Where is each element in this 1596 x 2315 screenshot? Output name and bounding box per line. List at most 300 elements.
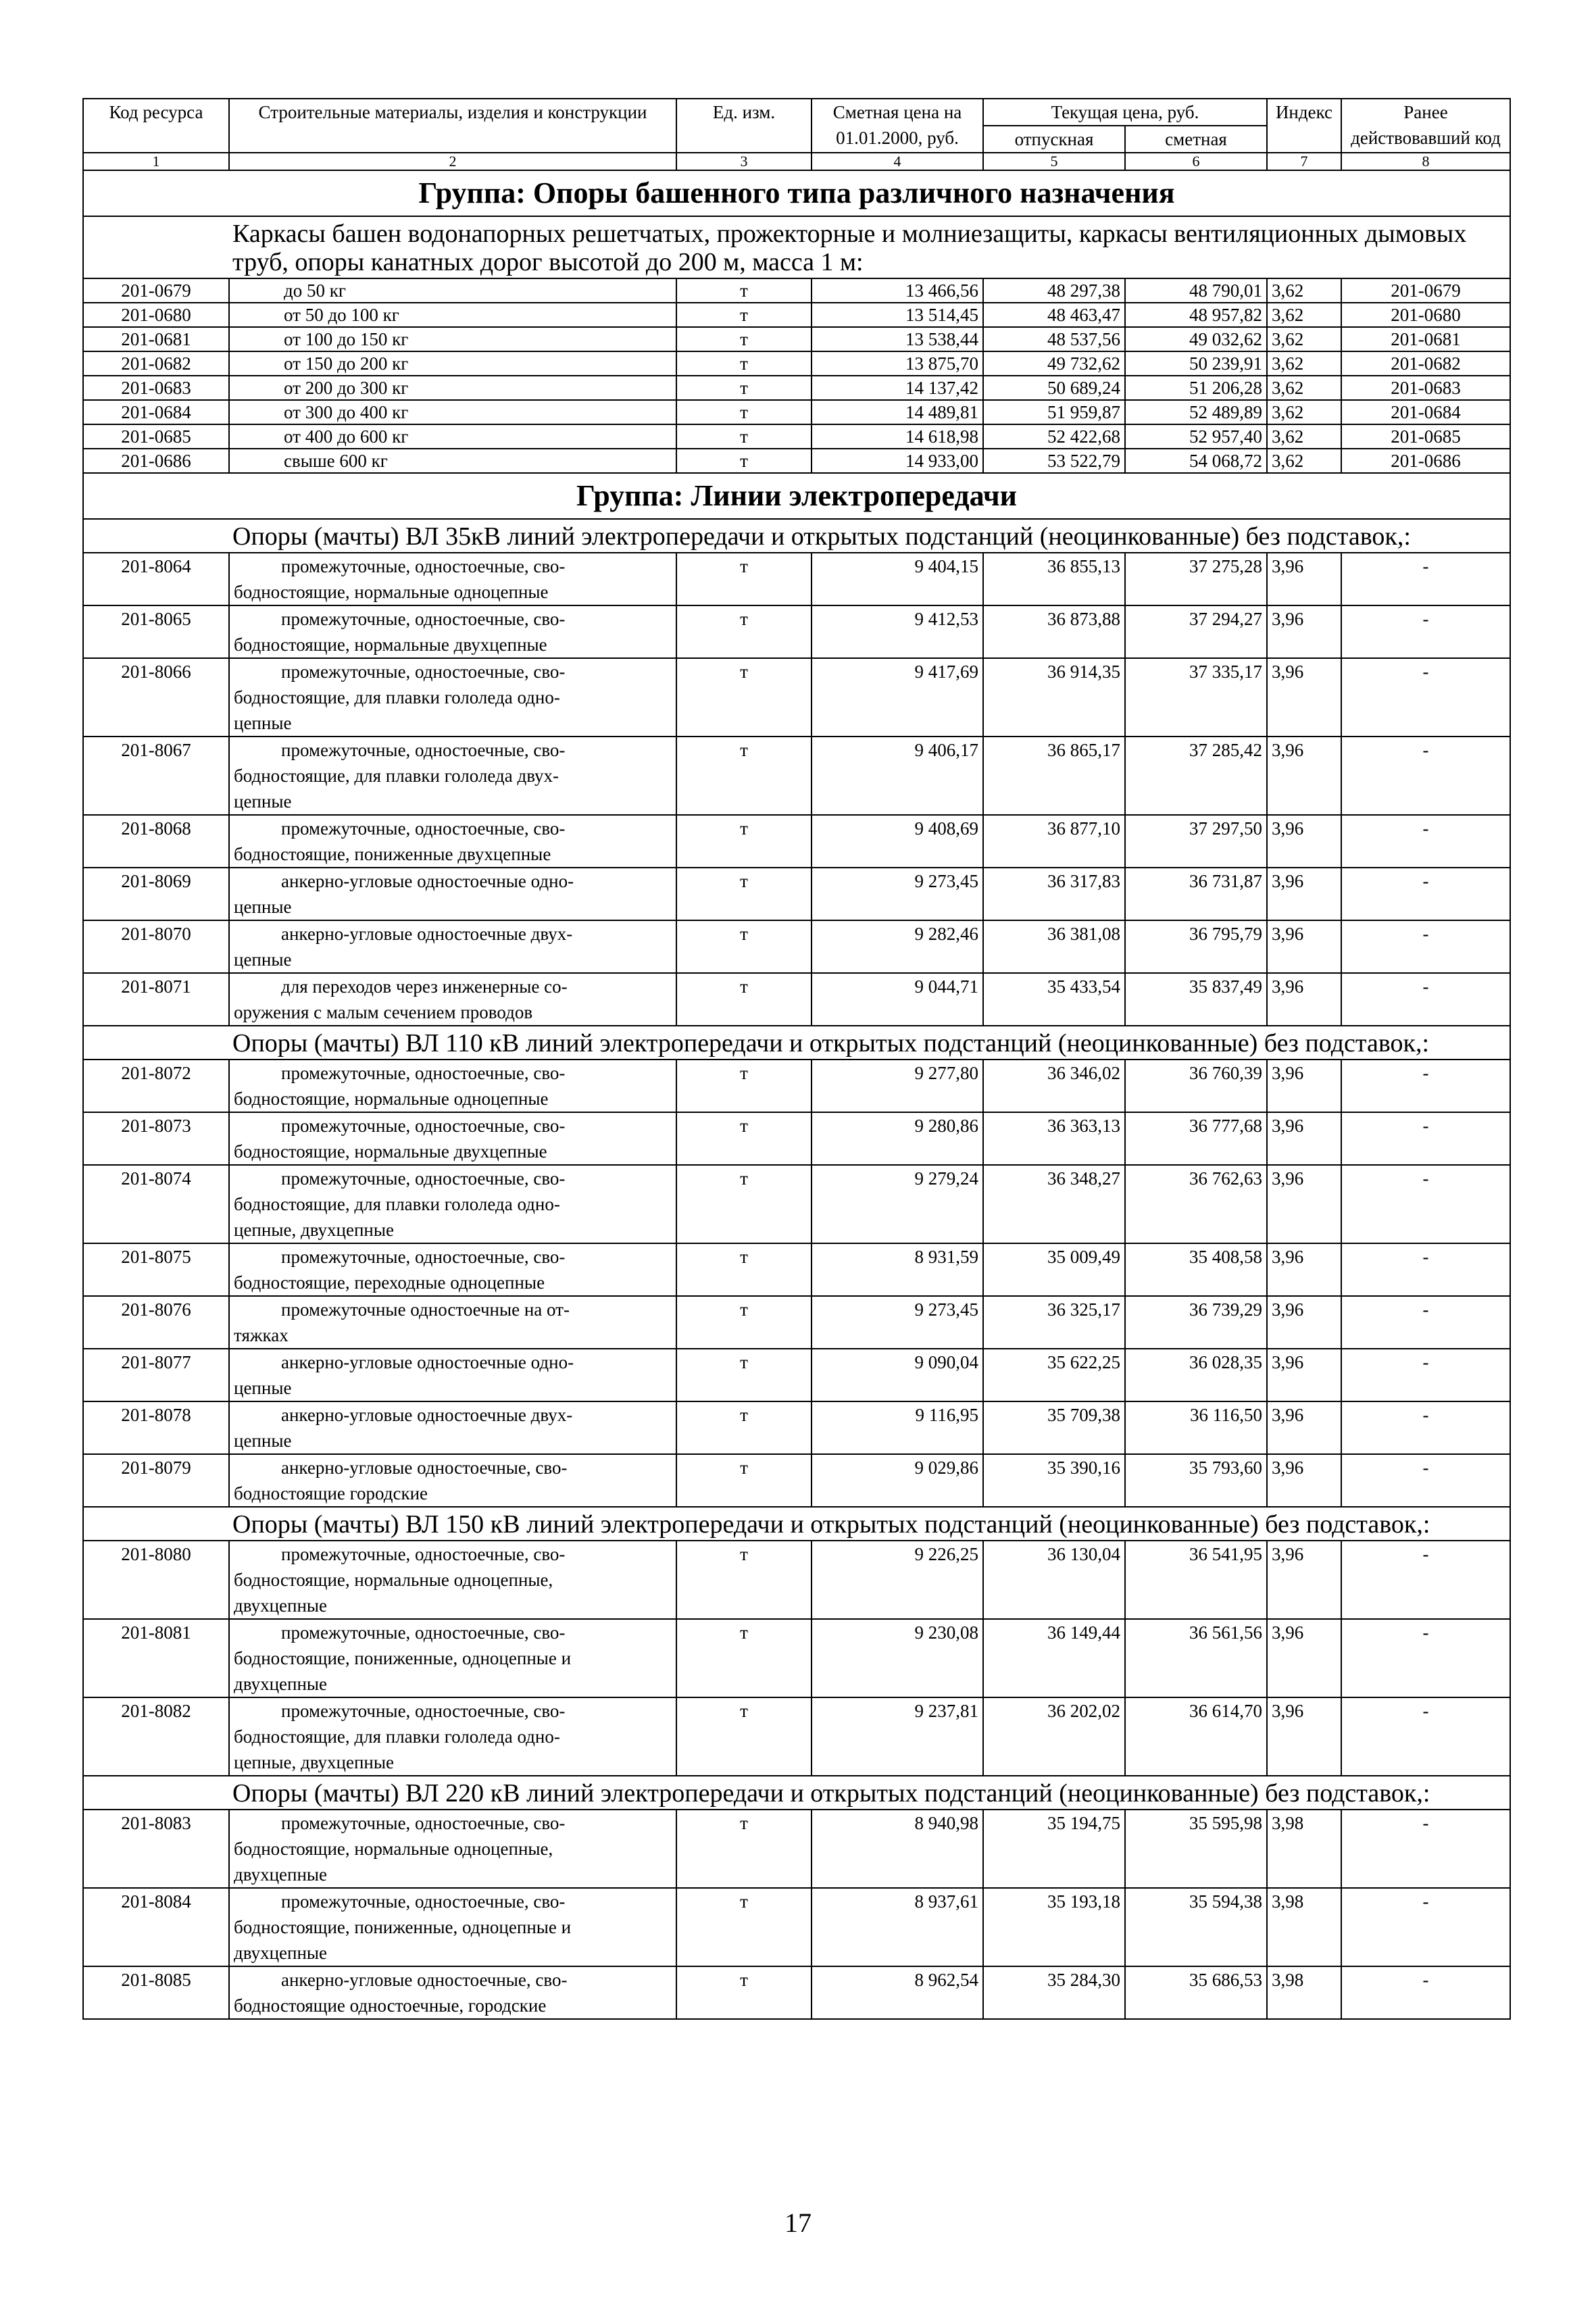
unit: т	[676, 1060, 812, 1112]
material-name-line: промежуточные, одностоечные, сво-	[281, 1891, 566, 1912]
material-name	[229, 737, 676, 815]
price-index: 3,96	[1267, 605, 1341, 658]
estimated-price: 36 777,68	[1125, 1112, 1267, 1165]
base-price: 9 226,25	[812, 1541, 983, 1619]
header-current-price: Текущая цена, руб.	[983, 99, 1267, 126]
material-name-line: промежуточные, одностоечные, сво-	[281, 556, 566, 576]
material-name	[229, 1888, 676, 1966]
estimated-price: 48 957,82	[1125, 303, 1267, 327]
base-price: 9 273,45	[812, 1296, 983, 1349]
price-index: 3,96	[1267, 1349, 1341, 1401]
price-index: 3,96	[1267, 815, 1341, 868]
previous-code: -	[1341, 1697, 1510, 1776]
material-name	[229, 1243, 676, 1296]
price-index: 3,96	[1267, 1541, 1341, 1619]
material-name-line: бодностоящие, нормальные двухцепные	[234, 634, 547, 655]
unit: т	[676, 376, 812, 400]
base-price: 9 273,45	[812, 868, 983, 920]
header-materials: Строительные материалы, изделия и конструкции	[229, 99, 676, 153]
subgroup-title: Опоры (мачты) ВЛ 110 кВ линий электропередачи и открытых подстанций (неоцинкованные) без подставок,:	[83, 1026, 1510, 1060]
price-sheet	[82, 98, 1510, 2020]
material-name	[229, 605, 676, 658]
column-number: 3	[676, 153, 812, 170]
estimated-price: 52 957,40	[1125, 424, 1267, 449]
resource-code: 201-8074	[83, 1165, 229, 1243]
resource-code: 201-8081	[83, 1619, 229, 1697]
table-row	[83, 351, 1510, 376]
material-name	[229, 868, 676, 920]
price-index: 3,96	[1267, 1243, 1341, 1296]
material-name-line: анкерно-угловые одностоечные двух-	[281, 1405, 573, 1425]
subgroup-heading-row	[83, 216, 1510, 278]
unit: т	[676, 1697, 812, 1776]
material-name-line: цепные	[234, 1378, 292, 1398]
previous-code: -	[1341, 1454, 1510, 1507]
table-row	[83, 868, 1510, 920]
material-name-line: промежуточные, одностоечные, сво-	[281, 609, 566, 629]
estimated-price: 36 614,70	[1125, 1697, 1267, 1776]
previous-code: -	[1341, 1165, 1510, 1243]
unit: т	[676, 424, 812, 449]
base-price: 13 514,45	[812, 303, 983, 327]
unit: т	[676, 1966, 812, 2019]
price-index: 3,62	[1267, 400, 1341, 424]
material-name-line: промежуточные, одностоечные, сво-	[281, 1063, 566, 1083]
price-index: 3,62	[1267, 351, 1341, 376]
previous-code: -	[1341, 1112, 1510, 1165]
previous-code: 201-0683	[1341, 376, 1510, 400]
estimated-price: 37 297,50	[1125, 815, 1267, 868]
unit: т	[676, 1112, 812, 1165]
group-heading-row	[83, 473, 1510, 519]
unit: т	[676, 553, 812, 605]
estimated-price: 49 032,62	[1125, 327, 1267, 351]
previous-code: -	[1341, 605, 1510, 658]
resource-code: 201-8076	[83, 1296, 229, 1349]
material-name-line: анкерно-угловые одностоечные двух-	[281, 924, 573, 944]
estimated-price: 54 068,72	[1125, 449, 1267, 473]
material-name-line: бодностоящие, нормальные двухцепные	[234, 1141, 547, 1162]
table-row	[83, 605, 1510, 658]
table-row	[83, 1541, 1510, 1619]
column-numbers-row	[83, 153, 1510, 170]
material-name-line: цепные	[234, 791, 292, 812]
material-name-line: промежуточные, одностоечные, сво-	[281, 1622, 566, 1643]
material-name	[229, 1165, 676, 1243]
material-name	[229, 1619, 676, 1697]
release-price: 35 284,30	[983, 1966, 1125, 2019]
table-row	[83, 1966, 1510, 2019]
material-name: от 200 до 300 кг	[229, 376, 676, 400]
base-price: 14 137,42	[812, 376, 983, 400]
material-name-line: анкерно-угловые одностоечные, сво-	[281, 1970, 568, 1990]
release-price: 36 363,13	[983, 1112, 1125, 1165]
table-row	[83, 327, 1510, 351]
previous-code: -	[1341, 1619, 1510, 1697]
table-row	[83, 920, 1510, 973]
previous-code: -	[1341, 1349, 1510, 1401]
table-row	[83, 1454, 1510, 1507]
material-name	[229, 1541, 676, 1619]
base-price: 9 277,80	[812, 1060, 983, 1112]
price-index: 3,96	[1267, 1060, 1341, 1112]
material-name: до 50 кг	[229, 278, 676, 303]
material-name-line: промежуточные, одностоечные, сво-	[281, 1701, 566, 1721]
header-previous-code: Ранее действовавший код	[1341, 99, 1510, 153]
unit: т	[676, 1349, 812, 1401]
material-name-line: двухцепные	[234, 1943, 328, 1963]
price-index: 3,96	[1267, 868, 1341, 920]
material-name-line: цепные	[234, 1430, 292, 1451]
resource-code: 201-8084	[83, 1888, 229, 1966]
previous-code: -	[1341, 920, 1510, 973]
previous-code: 201-0680	[1341, 303, 1510, 327]
resource-code: 201-8080	[83, 1541, 229, 1619]
base-price: 9 116,95	[812, 1401, 983, 1454]
subgroup-title: Опоры (мачты) ВЛ 220 кВ линий электропередачи и открытых подстанций (неоцинкованные) без подставок,:	[83, 1776, 1510, 1810]
estimated-price: 52 489,89	[1125, 400, 1267, 424]
base-price: 9 237,81	[812, 1697, 983, 1776]
base-price: 9 404,15	[812, 553, 983, 605]
header-estimated: сметная	[1125, 126, 1267, 153]
previous-code: -	[1341, 553, 1510, 605]
table-row	[83, 1401, 1510, 1454]
unit: т	[676, 351, 812, 376]
previous-code: -	[1341, 1401, 1510, 1454]
previous-code: 201-0682	[1341, 351, 1510, 376]
material-name-line: промежуточные, одностоечные, сво-	[281, 1168, 566, 1189]
estimated-price: 37 285,42	[1125, 737, 1267, 815]
material-name: свыше 600 кг	[229, 449, 676, 473]
base-price: 9 280,86	[812, 1112, 983, 1165]
group-title: Группа: Линии электропередачи	[83, 473, 1510, 519]
resource-code: 201-0680	[83, 303, 229, 327]
unit: т	[676, 605, 812, 658]
resource-code: 201-8066	[83, 658, 229, 737]
release-price: 51 959,87	[983, 400, 1125, 424]
release-price: 48 297,38	[983, 278, 1125, 303]
base-price: 9 044,71	[812, 973, 983, 1026]
material-name	[229, 658, 676, 737]
column-number: 5	[983, 153, 1125, 170]
resource-code: 201-8067	[83, 737, 229, 815]
material-name-line: анкерно-угловые одностоечные одно-	[281, 871, 574, 891]
previous-code: -	[1341, 1243, 1510, 1296]
release-price: 36 130,04	[983, 1541, 1125, 1619]
table-row	[83, 400, 1510, 424]
price-index: 3,62	[1267, 376, 1341, 400]
previous-code: -	[1341, 1541, 1510, 1619]
subgroup-title: Опоры (мачты) ВЛ 150 кВ линий электропередачи и открытых подстанций (неоцинкованные) без подставок,:	[83, 1507, 1510, 1541]
price-table	[82, 98, 1511, 2020]
resource-code: 201-0685	[83, 424, 229, 449]
material-name	[229, 1810, 676, 1888]
estimated-price: 50 239,91	[1125, 351, 1267, 376]
price-index: 3,62	[1267, 449, 1341, 473]
release-price: 36 202,02	[983, 1697, 1125, 1776]
base-price: 14 489,81	[812, 400, 983, 424]
unit: т	[676, 658, 812, 737]
material-name-line: бодностоящие, нормальные одноцепные,	[234, 1570, 553, 1590]
table-body	[83, 170, 1510, 2019]
base-price: 8 937,61	[812, 1888, 983, 1966]
subgroup-heading-row	[83, 1776, 1510, 1810]
material-name: от 50 до 100 кг	[229, 303, 676, 327]
table-row	[83, 553, 1510, 605]
price-index: 3,96	[1267, 1112, 1341, 1165]
unit: т	[676, 278, 812, 303]
resource-code: 201-0684	[83, 400, 229, 424]
table-row	[83, 1060, 1510, 1112]
material-name	[229, 1349, 676, 1401]
material-name: от 100 до 150 кг	[229, 327, 676, 351]
table-row	[83, 303, 1510, 327]
table-row	[83, 1112, 1510, 1165]
release-price: 36 317,83	[983, 868, 1125, 920]
material-name-line: бодностоящие одностоечные, городские	[234, 1995, 547, 2016]
release-price: 36 865,17	[983, 737, 1125, 815]
base-price: 9 412,53	[812, 605, 983, 658]
estimated-price: 37 294,27	[1125, 605, 1267, 658]
material-name-line: промежуточные, одностоечные, сво-	[281, 1247, 566, 1267]
table-row	[83, 973, 1510, 1026]
previous-code: -	[1341, 973, 1510, 1026]
release-price: 48 463,47	[983, 303, 1125, 327]
release-price: 36 149,44	[983, 1619, 1125, 1697]
unit: т	[676, 737, 812, 815]
material-name: от 400 до 600 кг	[229, 424, 676, 449]
base-price: 9 090,04	[812, 1349, 983, 1401]
material-name-line: бодностоящие, для плавки гололеда одно-	[234, 687, 560, 707]
material-name	[229, 1112, 676, 1165]
material-name-line: оружения с малым сечением проводов	[234, 1002, 533, 1022]
material-name	[229, 973, 676, 1026]
material-name-line: двухцепные	[234, 1864, 328, 1885]
estimated-price: 37 335,17	[1125, 658, 1267, 737]
table-row	[83, 424, 1510, 449]
table-row	[83, 1349, 1510, 1401]
base-price: 8 931,59	[812, 1243, 983, 1296]
unit: т	[676, 1454, 812, 1507]
previous-code: -	[1341, 658, 1510, 737]
estimated-price: 51 206,28	[1125, 376, 1267, 400]
column-number: 6	[1125, 153, 1267, 170]
base-price: 8 962,54	[812, 1966, 983, 2019]
estimated-price: 36 731,87	[1125, 868, 1267, 920]
page-number: 17	[784, 2208, 812, 2238]
price-index: 3,62	[1267, 424, 1341, 449]
resource-code: 201-8071	[83, 973, 229, 1026]
column-number: 4	[812, 153, 983, 170]
header-code: Код ресурса	[83, 99, 229, 153]
base-price: 9 408,69	[812, 815, 983, 868]
unit: т	[676, 920, 812, 973]
material-name-line: бодностоящие, пониженные, одноцепные и	[234, 1648, 572, 1668]
unit: т	[676, 1541, 812, 1619]
column-number: 1	[83, 153, 229, 170]
table-row	[83, 1243, 1510, 1296]
estimated-price: 36 028,35	[1125, 1349, 1267, 1401]
subgroup-heading-row	[83, 1026, 1510, 1060]
base-price: 9 417,69	[812, 658, 983, 737]
previous-code: -	[1341, 815, 1510, 868]
resource-code: 201-8078	[83, 1401, 229, 1454]
material-name	[229, 815, 676, 868]
previous-code: -	[1341, 1888, 1510, 1966]
unit: т	[676, 1619, 812, 1697]
release-price: 36 877,10	[983, 815, 1125, 868]
resource-code: 201-8065	[83, 605, 229, 658]
release-price: 36 914,35	[983, 658, 1125, 737]
material-name	[229, 1454, 676, 1507]
previous-code: -	[1341, 737, 1510, 815]
subgroup-title: Опоры (мачты) ВЛ 35кВ линий электропередачи и открытых подстанций (неоцинкованные) без подставок,:	[83, 519, 1510, 553]
estimated-price: 36 541,95	[1125, 1541, 1267, 1619]
material-name-line: бодностоящие, нормальные одноцепные	[234, 1089, 549, 1109]
unit: т	[676, 400, 812, 424]
material-name-line: промежуточные, одностоечные, сво-	[281, 662, 566, 682]
release-price: 52 422,68	[983, 424, 1125, 449]
material-name-line: двухцепные	[234, 1595, 328, 1616]
resource-code: 201-0679	[83, 278, 229, 303]
base-price: 13 466,56	[812, 278, 983, 303]
previous-code: 201-0679	[1341, 278, 1510, 303]
price-index: 3,96	[1267, 1165, 1341, 1243]
release-price: 35 194,75	[983, 1810, 1125, 1888]
unit: т	[676, 1888, 812, 1966]
table-row	[83, 815, 1510, 868]
price-index: 3,96	[1267, 1296, 1341, 1349]
price-index: 3,96	[1267, 1401, 1341, 1454]
resource-code: 201-0686	[83, 449, 229, 473]
estimated-price: 36 116,50	[1125, 1401, 1267, 1454]
previous-code: 201-0681	[1341, 327, 1510, 351]
release-price: 35 622,25	[983, 1349, 1125, 1401]
material-name-line: промежуточные, одностоечные, сво-	[281, 1116, 566, 1136]
estimated-price: 36 795,79	[1125, 920, 1267, 973]
material-name-line: промежуточные, одностоечные, сво-	[281, 1813, 566, 1833]
table-row	[83, 449, 1510, 473]
unit: т	[676, 815, 812, 868]
table-row	[83, 1165, 1510, 1243]
material-name	[229, 1060, 676, 1112]
estimated-price: 35 793,60	[1125, 1454, 1267, 1507]
release-price: 35 390,16	[983, 1454, 1125, 1507]
header-unit: Ед. изм.	[676, 99, 812, 153]
resource-code: 201-8083	[83, 1810, 229, 1888]
material-name-line: бодностоящие, для плавки гололеда одно-	[234, 1194, 560, 1214]
release-price: 36 873,88	[983, 605, 1125, 658]
release-price: 35 009,49	[983, 1243, 1125, 1296]
material-name-line: для переходов через инженерные со-	[281, 976, 568, 997]
resource-code: 201-0681	[83, 327, 229, 351]
material-name-line: анкерно-угловые одностоечные одно-	[281, 1352, 574, 1372]
resource-code: 201-0682	[83, 351, 229, 376]
subgroup-title: Каркасы башен водонапорных решетчатых, прожекторные и молниезащиты, каркасы вентиляционных дымовых труб, опоры канатных дорог высотой до 200 м, масса 1 м:	[83, 216, 1510, 278]
resource-code: 201-8082	[83, 1697, 229, 1776]
base-price: 9 282,46	[812, 920, 983, 973]
unit: т	[676, 327, 812, 351]
estimated-price: 36 760,39	[1125, 1060, 1267, 1112]
header-estimate-price: Сметная цена на 01.01.2000, руб.	[812, 99, 983, 153]
resource-code: 201-8073	[83, 1112, 229, 1165]
material-name	[229, 1697, 676, 1776]
price-index: 3,96	[1267, 1454, 1341, 1507]
estimated-price: 36 739,29	[1125, 1296, 1267, 1349]
table-row	[83, 658, 1510, 737]
resource-code: 201-8070	[83, 920, 229, 973]
header-index: Индекс	[1267, 99, 1341, 153]
table-row	[83, 1619, 1510, 1697]
release-price: 48 537,56	[983, 327, 1125, 351]
subgroup-heading-row	[83, 1507, 1510, 1541]
material-name-line: бодностоящие, для плавки гололеда двух-	[234, 766, 559, 786]
price-index: 3,96	[1267, 658, 1341, 737]
price-index: 3,98	[1267, 1966, 1341, 2019]
price-index: 3,96	[1267, 973, 1341, 1026]
price-index: 3,62	[1267, 303, 1341, 327]
release-price: 35 193,18	[983, 1888, 1125, 1966]
unit: т	[676, 868, 812, 920]
subgroup-heading-row	[83, 519, 1510, 553]
base-price: 9 279,24	[812, 1165, 983, 1243]
price-index: 3,96	[1267, 737, 1341, 815]
base-price: 14 933,00	[812, 449, 983, 473]
material-name-line: цепные, двухцепные	[234, 1220, 394, 1240]
material-name	[229, 1296, 676, 1349]
material-name-line: бодностоящие, нормальные одноцепные	[234, 582, 549, 602]
material-name-line: бодностоящие, пониженные, одноцепные и	[234, 1917, 572, 1937]
price-index: 3,96	[1267, 1697, 1341, 1776]
material-name-line: цепные	[234, 897, 292, 917]
unit: т	[676, 1243, 812, 1296]
group-title: Группа: Опоры башенного типа различного назначения	[83, 170, 1510, 216]
group-heading-row	[83, 170, 1510, 216]
previous-code: -	[1341, 1810, 1510, 1888]
base-price: 14 618,98	[812, 424, 983, 449]
release-price: 36 346,02	[983, 1060, 1125, 1112]
estimated-price: 35 837,49	[1125, 973, 1267, 1026]
resource-code: 201-8068	[83, 815, 229, 868]
base-price: 13 875,70	[812, 351, 983, 376]
resource-code: 201-8069	[83, 868, 229, 920]
material-name-line: промежуточные, одностоечные, сво-	[281, 1544, 566, 1564]
unit: т	[676, 1296, 812, 1349]
release-price: 36 855,13	[983, 553, 1125, 605]
base-price: 9 406,17	[812, 737, 983, 815]
table-row	[83, 1697, 1510, 1776]
price-index: 3,98	[1267, 1810, 1341, 1888]
release-price: 36 348,27	[983, 1165, 1125, 1243]
base-price: 8 940,98	[812, 1810, 983, 1888]
resource-code: 201-8075	[83, 1243, 229, 1296]
estimated-price: 35 408,58	[1125, 1243, 1267, 1296]
column-number: 8	[1341, 153, 1510, 170]
resource-code: 201-8072	[83, 1060, 229, 1112]
estimated-price: 35 594,38	[1125, 1888, 1267, 1966]
material-name-line: бодностоящие, пониженные двухцепные	[234, 844, 551, 864]
previous-code: 201-0686	[1341, 449, 1510, 473]
material-name-line: тяжках	[234, 1325, 289, 1345]
material-name-line: промежуточные, одностоечные, сво-	[281, 818, 566, 839]
release-price: 49 732,62	[983, 351, 1125, 376]
table-row	[83, 376, 1510, 400]
material-name	[229, 920, 676, 973]
table-header	[83, 99, 1510, 170]
previous-code: -	[1341, 868, 1510, 920]
material-name: от 150 до 200 кг	[229, 351, 676, 376]
estimated-price: 37 275,28	[1125, 553, 1267, 605]
